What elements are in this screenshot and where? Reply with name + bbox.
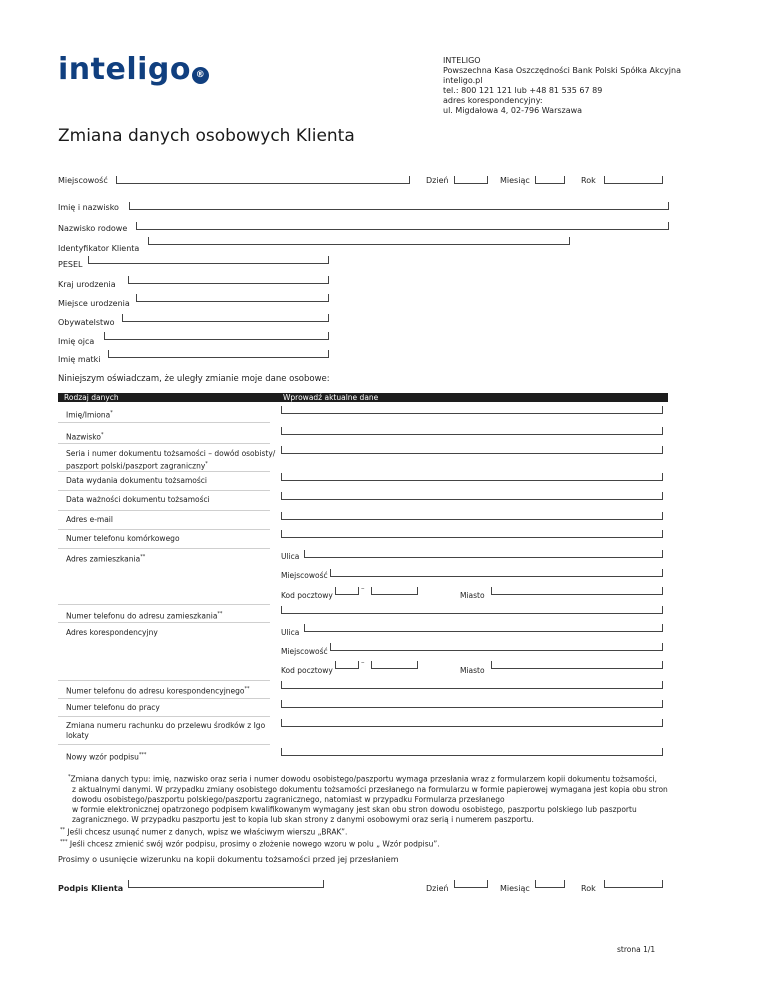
correspondence-town-field[interactable] <box>491 661 663 669</box>
mobile-label: Numer telefonu komórkowego <box>66 534 180 543</box>
correspondence-phone-label: Numer telefonu do adresu korespondencyjnego** <box>66 686 250 696</box>
row-divider <box>58 422 270 423</box>
issue-date-label: Data wydania dokumentu tożsamości <box>66 476 207 485</box>
correspondence-town-label: Miasto <box>460 666 485 675</box>
correspondence-postcode-label: Kod pocztowy <box>281 666 333 675</box>
new-signature-label: Nowy wzór podpisu*** <box>66 752 147 762</box>
signature-day-label: Dzień <box>426 884 449 893</box>
birth-place-label: Miejsce urodzenia <box>58 299 130 308</box>
bank-address-label: adres korespondencyjny: <box>443 96 543 105</box>
work-phone-label: Numer telefonu do pracy <box>66 703 160 712</box>
correspondence-street-label: Ulica <box>281 628 300 637</box>
declaration-text: Niniejszym oświadczam, że uległy zmianie moje dane osobowe: <box>58 374 330 384</box>
year-label: Rok <box>581 176 596 185</box>
footnote-2: ** Jeśli chcesz usunąć numer z danych, wpisz we właściwym wierszu „BRAK”. <box>60 826 348 836</box>
home-phone-field[interactable] <box>281 606 663 614</box>
client-signature-label: Podpis Klienta <box>58 884 124 893</box>
home-phone-label: Numer telefonu do adresu zamieszkania** <box>66 611 223 621</box>
signature-month-field[interactable] <box>535 880 565 888</box>
day-field[interactable] <box>454 176 488 184</box>
father-name-label: Imię ojca <box>58 337 95 346</box>
row-divider <box>58 698 270 699</box>
month-label: Miesiąc <box>500 176 530 185</box>
document-series-label: Seria i numer dokumentu tożsamości – dowód osobisty/ paszport polski/paszport zagraniczny* <box>66 449 276 471</box>
client-signature-field[interactable] <box>128 880 324 888</box>
row-divider <box>58 680 270 681</box>
email-field[interactable] <box>281 512 663 520</box>
maiden-name-label: Nazwisko rodowe <box>58 224 128 233</box>
correspondence-address-label: Adres korespondencyjny <box>66 628 158 637</box>
surname-field[interactable] <box>281 427 663 435</box>
home-address-label: Adres zamieszkania** <box>66 554 146 564</box>
row-divider <box>58 510 270 511</box>
row-divider <box>58 490 270 491</box>
document-series-field[interactable] <box>281 446 663 454</box>
issue-date-field[interactable] <box>281 473 663 481</box>
postcode-dash: – <box>361 658 365 666</box>
correspondence-locality-label: Miejscowość <box>281 647 328 656</box>
expiry-date-label: Data ważności dokumentu tożsamości <box>66 495 210 504</box>
names-field[interactable] <box>281 406 663 414</box>
row-divider <box>58 604 270 605</box>
row-divider <box>58 548 270 549</box>
signature-day-field[interactable] <box>454 880 488 888</box>
row-divider <box>58 622 270 623</box>
full-name-label: Imię i nazwisko <box>58 203 119 212</box>
mother-name-field[interactable] <box>108 350 329 358</box>
account-number-label: Zmiana numeru rachunku do przelewu środków z Igo lokaty <box>66 721 266 740</box>
names-label: Imię/Imiona* <box>66 410 113 420</box>
month-field[interactable] <box>535 176 565 184</box>
surname-label: Nazwisko* <box>66 432 104 442</box>
mobile-field[interactable] <box>281 530 663 538</box>
correspondence-locality-field[interactable] <box>330 643 663 651</box>
home-town-field[interactable] <box>491 587 663 595</box>
bank-address: ul. Migdałowa 4, 02-796 Warszawa <box>443 106 583 115</box>
correspondence-postcode-part2-field[interactable] <box>371 661 418 669</box>
correspondence-street-field[interactable] <box>304 624 663 632</box>
client-id-field[interactable] <box>148 237 570 245</box>
year-field[interactable] <box>604 176 663 184</box>
home-locality-label: Miejscowość <box>281 571 328 580</box>
citizenship-label: Obywatelstwo <box>58 318 115 327</box>
column-data-type: Rodzaj danych <box>64 393 119 402</box>
row-divider <box>58 716 270 717</box>
inteligo-logo: inteligo ® <box>58 52 209 87</box>
row-divider <box>58 471 270 472</box>
expiry-date-field[interactable] <box>281 492 663 500</box>
postcode-dash: – <box>361 584 365 592</box>
signature-year-label: Rok <box>581 884 596 893</box>
birth-place-field[interactable] <box>136 294 329 302</box>
changes-table-header <box>58 393 668 402</box>
home-postcode-part2-field[interactable] <box>371 587 418 595</box>
bank-contact-info <box>443 56 681 116</box>
home-locality-field[interactable] <box>330 569 663 577</box>
page-title: Zmiana danych osobowych Klienta <box>58 126 355 146</box>
new-signature-field[interactable] <box>281 748 663 756</box>
email-label: Adres e-mail <box>66 515 113 524</box>
footnotes <box>60 772 680 850</box>
home-street-label: Ulica <box>281 552 300 561</box>
bank-full-name: Powszechna Kasa Oszczędności Bank Polski Spółka Akcyjna <box>443 66 681 75</box>
row-divider <box>58 744 270 745</box>
bank-website: inteligo.pl <box>443 76 483 85</box>
signature-month-label: Miesiąc <box>500 884 530 893</box>
home-postcode-label: Kod pocztowy <box>281 591 333 600</box>
work-phone-field[interactable] <box>281 700 663 708</box>
citizenship-field[interactable] <box>122 314 329 322</box>
registered-mark-icon: ® <box>192 67 209 84</box>
bank-phone: tel.: 800 121 121 lub +48 81 535 67 89 <box>443 86 603 95</box>
home-street-field[interactable] <box>304 550 663 558</box>
home-postcode-part1-field[interactable] <box>335 587 359 595</box>
signature-year-field[interactable] <box>604 880 663 888</box>
page-number: strona 1/1 <box>617 945 656 954</box>
pesel-field[interactable] <box>88 256 329 264</box>
mother-name-label: Imię matki <box>58 355 101 364</box>
birth-country-label: Kraj urodzenia <box>58 280 116 289</box>
day-label: Dzień <box>426 176 449 185</box>
pesel-label: PESEL <box>58 260 83 269</box>
footnote-1: *Zmiana danych typu: imię, nazwisko oraz seria i numer dowodu osobistego/paszportu wymaga przesłania wraz z formularzem kopii dokumentu tożsamości, z aktualnymi danymi. W przypadku zmiany osobistego dokumentu tożsamości przesłanego na formularzu w formie papierowej wymagana jest kopia obu stron dowodu osobistego/paszportu polskiego/paszportu zagranicznego, natomiast w przypadku Formularza przesłanego w formie elektronicznej opatrzonego podpisem kwalifikowanym wymagany jest skan obu stron dowodu osobistego, paszportu polskiego lub paszportu zagranicznego. W przypadku paszportu jest to kopia lub skan strony z danymi osobowymi oraz serią i numerem paszportu. <box>68 774 668 824</box>
maiden-name-field[interactable] <box>136 222 669 230</box>
correspondence-phone-field[interactable] <box>281 681 663 689</box>
column-current-data: Wprowadź aktualne dane <box>283 393 379 402</box>
full-name-field[interactable] <box>129 202 669 210</box>
row-divider <box>58 443 270 444</box>
birth-country-field[interactable] <box>128 276 329 284</box>
account-number-field[interactable] <box>281 719 663 727</box>
footnote-3: *** Jeśli chcesz zmienić swój wzór podpisu, prosimy o złożenie nowego wzoru w polu „ Wzór podpisu”. <box>60 839 440 849</box>
city-label: Miejscowość <box>58 176 108 185</box>
correspondence-postcode-part1-field[interactable] <box>335 661 359 669</box>
image-removal-note: Prosimy o usunięcie wizerunku na kopii dokumentu tożsamości przed jej przesłaniem <box>58 855 399 864</box>
row-divider <box>58 529 270 530</box>
city-field[interactable] <box>116 176 410 184</box>
father-name-field[interactable] <box>104 332 329 340</box>
bank-name: INTELIGO <box>443 56 481 65</box>
client-id-label: Identyfikator Klienta <box>58 244 140 253</box>
home-town-label: Miasto <box>460 591 485 600</box>
